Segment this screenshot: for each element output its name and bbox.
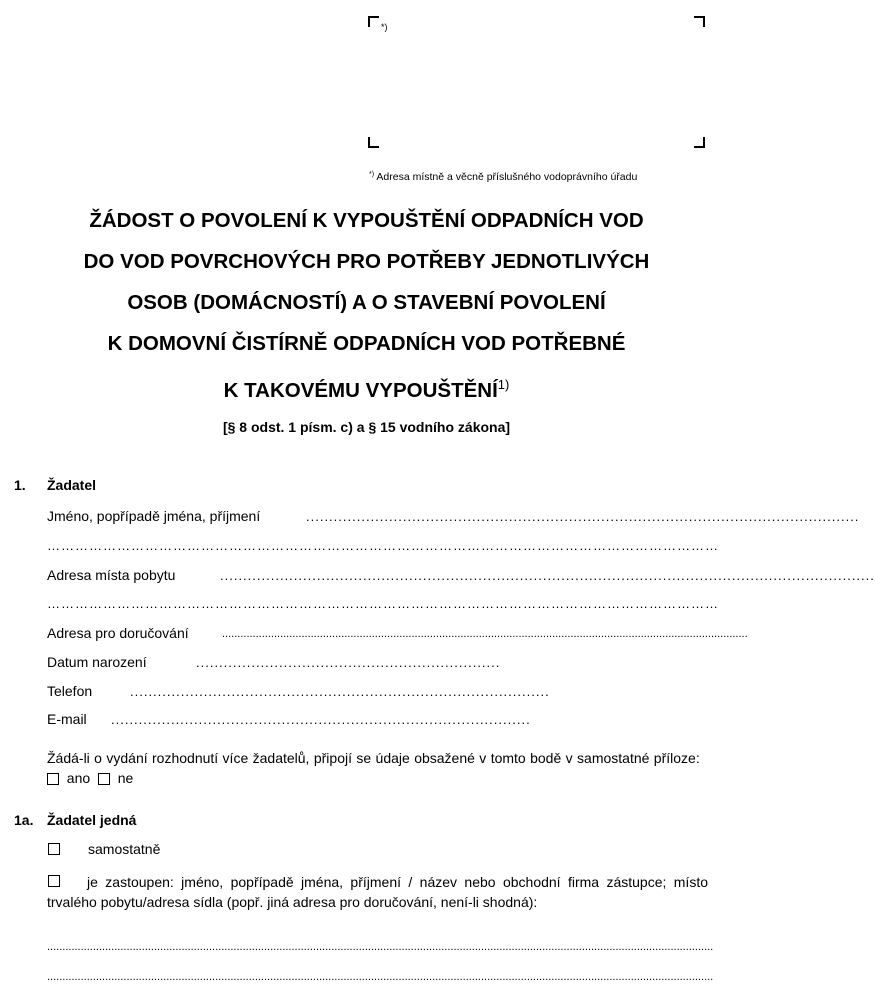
represented-label: je zastoupen: jméno, popřípadě jména, příjmení / název nebo obchodní firma zástupce; místo trvalého pobytu/adresa sídla (popř. jiná adresa pro doručování, není-li shodná): <box>47 874 708 910</box>
representative-field-continued[interactable]: .......................................................................................................................................................................................................................... <box>47 971 714 983</box>
title-line: ŽÁDOST O POVOLENÍ K VYPOUŠTĚNÍ ODPADNÍCH VOD <box>89 209 644 232</box>
title-line-text: K TAKOVÉMU VYPOUŠTĚNÍ <box>223 379 498 402</box>
phone-label: Telefon <box>47 683 93 699</box>
delivery-label: Adresa pro doručování <box>47 625 189 641</box>
address-box-marker: *) <box>381 22 388 32</box>
address-box-corner-bottom-right <box>694 137 705 148</box>
email-field[interactable]: ........................................................................................... <box>111 712 531 727</box>
email-label: E-mail <box>47 711 87 727</box>
address-field-continued[interactable]: ……………………………………………………………………………………………………………………………… <box>47 596 719 611</box>
address-label: Adresa místa pobytu <box>47 567 176 583</box>
form-title <box>0 200 733 411</box>
address-footnote <box>369 171 637 183</box>
title-line: DO VOD POVRCHOVÝCH PRO POTŘEBY JEDNOTLIVÝCH <box>83 250 650 273</box>
yes-checkbox[interactable] <box>47 773 59 785</box>
address-box-corner-top-left <box>368 16 379 27</box>
birth-date-label: Datum narození <box>47 654 147 670</box>
address-box-corner-top-right <box>694 16 705 27</box>
yes-label: ano <box>66 770 91 786</box>
independent-label: samostatně <box>88 841 161 857</box>
name-field-continued[interactable]: ……………………………………………………………………………………………………………………………… <box>47 538 719 553</box>
section-1-number: 1. <box>14 477 26 493</box>
section-1a-heading: Žadatel jedná <box>47 812 137 828</box>
phone-field[interactable]: ........................................................................................... <box>130 684 550 699</box>
name-label: Jméno, popřípadě jména, příjmení <box>47 508 261 524</box>
address-footnote-text: Adresa místně a věcně příslušného vodoprávního úřadu <box>376 171 638 183</box>
section-1-heading: Žadatel <box>47 477 97 493</box>
address-field[interactable]: .............................................................................................................................................. <box>220 568 875 583</box>
address-footnote-mark: *) <box>369 171 375 178</box>
title-line: K DOMOVNÍ ČISTÍRNĚ ODPADNÍCH VOD POTŘEBNÉ <box>107 332 626 355</box>
address-box-corner-bottom-left <box>368 137 379 148</box>
no-label: ne <box>117 770 134 786</box>
no-checkbox[interactable] <box>98 773 110 785</box>
section-1a-number: 1a. <box>14 812 34 828</box>
independent-checkbox[interactable] <box>48 843 60 855</box>
delivery-field[interactable]: ............................................................................................................................................................................ <box>222 628 748 640</box>
multiple-applicants-text: Žádá-li o vydání rozhodnutí více žadatelů, připojí se údaje obsažené v tomto bodě v samostatné příloze: <box>47 750 700 766</box>
multiple-applicants-note <box>47 748 708 788</box>
birth-date-field[interactable]: .................................................................. <box>196 655 501 670</box>
title-line: OSOB (DOMÁCNOSTÍ) A O STAVEBNÍ POVOLENÍ <box>127 291 606 314</box>
representative-field[interactable]: .......................................................................................................................................................................................................................... <box>47 941 714 953</box>
legal-reference: [§ 8 odst. 1 písm. c) a § 15 vodního zákona] <box>222 419 511 435</box>
title-line-last <box>0 364 733 411</box>
title-footnote-ref: 1) <box>497 377 510 392</box>
name-field[interactable]: ........................................................................................................................ <box>306 509 860 524</box>
